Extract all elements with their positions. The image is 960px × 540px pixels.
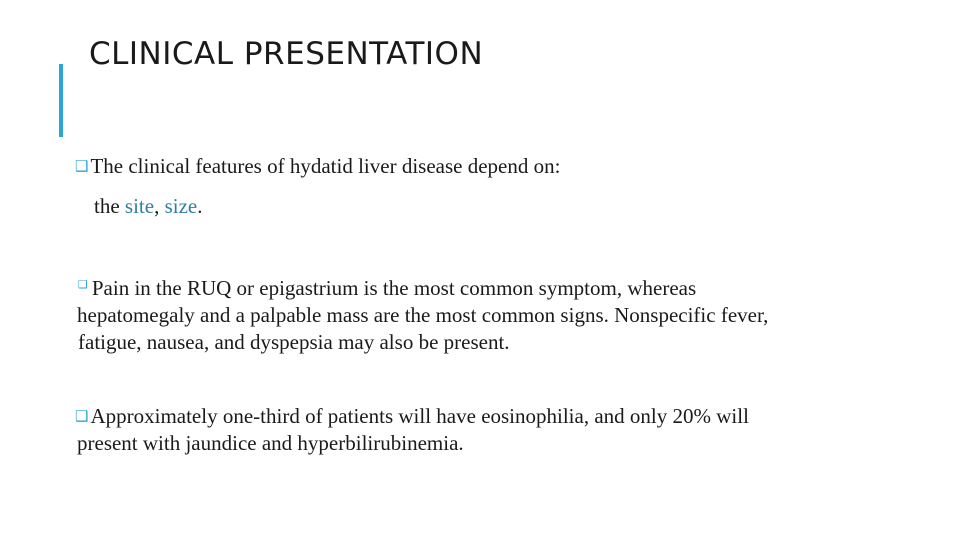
title-accent-bar: [59, 64, 63, 137]
square-bullet-icon: ❑: [75, 157, 89, 175]
bullet-paragraph-2: [77, 271, 768, 356]
bullet-paragraph-3: [75, 403, 749, 457]
bullet-line: the site, size.: [94, 194, 203, 218]
bullet-line: ❑The clinical features of hydatid liver disease depend on:: [75, 154, 561, 178]
bullet-paragraph-1: [75, 153, 560, 220]
bullet-line: ❑ Pain in the RUQ or epigastrium is the most common symptom, whereas: [77, 271, 768, 302]
bullet-line: fatigue, nausea, and dyspepsia may also be present.: [78, 330, 510, 354]
bullet-line: ❑Approximately one-third of patients will have eosinophilia, and only 20% will: [75, 404, 749, 428]
highlight-size: size: [164, 194, 198, 218]
highlight-site: site: [124, 194, 155, 218]
square-bullet-icon: ❑: [75, 407, 89, 425]
bullet-line: hepatomegaly and a palpable mass are the most common signs. Nonspecific fever,: [77, 303, 769, 327]
slide-title: CLINICAL PRESENTATION: [89, 36, 484, 72]
square-bullet-icon: ❑: [78, 278, 88, 291]
bullet-line: present with jaundice and hyperbilirubinemia.: [77, 431, 464, 455]
